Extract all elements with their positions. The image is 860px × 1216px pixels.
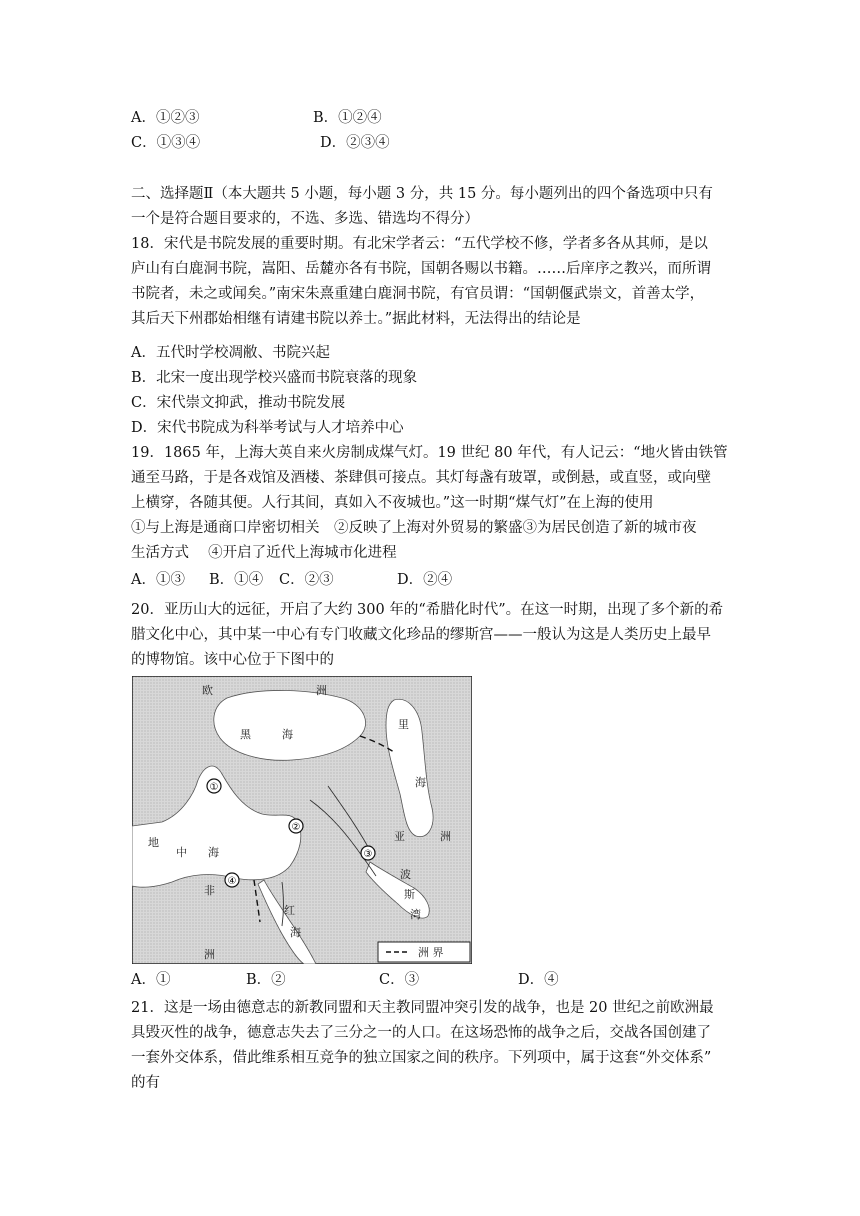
q20-stem-line: 的博物馆。该中心位于下图中的 [131, 652, 334, 668]
map-marker-1 [207, 779, 221, 793]
svg-text:洲 界: 洲 界 [418, 946, 444, 959]
q18-option-c: C．宋代崇文抑武，推动书院发展 [131, 395, 346, 411]
q19-option-d: D．②④ [397, 572, 453, 588]
q19-option-c: C．②③ [279, 572, 334, 588]
map-label-africa: 洲 [204, 948, 215, 961]
map-legend [378, 942, 470, 962]
map-label-europe: 欧 [202, 684, 213, 697]
q21-stem-line: 一套外交体系，借此维系相互竞争的独立国家之间的秩序。下列项中，属于这套“外交体系” [131, 1050, 712, 1066]
q19-option-a: A．①③ [131, 572, 185, 588]
map-label-asia: 亚 [394, 830, 405, 843]
svg-text:③: ③ [363, 849, 373, 860]
q19-stem-line: 通至马路，于是各戏馆及酒楼、茶肆俱可接点。其灯每盏有玻罩，或倒悬，或直竖，或向壁 [131, 470, 711, 486]
q18-stem-line: 18．宋代是书院发展的重要时期。有北宋学者云：“五代学校不修，学者多各从其师，是以 [131, 236, 708, 252]
hellenistic-map [132, 676, 472, 964]
q20-option-c: C．③ [379, 972, 420, 988]
q20-option-b: B．② [246, 972, 286, 988]
q18-stem-line: 庐山有白鹿洞书院，嵩阳、岳麓亦各有书院，国朝各赐以书籍。……后庠序之教兴，而所谓 [131, 261, 711, 277]
q20-option-a: A．① [131, 972, 171, 988]
map-label-asia: 洲 [440, 830, 451, 843]
q19-stem-line: 上横穿，各随其便。人行其间，真如入不夜城也。”这一时期“煤气灯”在上海的使用 [131, 495, 654, 511]
svg-text:①: ① [209, 782, 219, 793]
q20-stem-line: 20．亚历山大的远征，开启了大约 300 年的“希腊化时代”。在这一时期，出现了多个新的希 [131, 602, 724, 618]
map-label-caspian: 里 [398, 718, 409, 731]
section2-header-line1: 二、选择题Ⅱ（本大题共 5 小题，每小题 3 分，共 15 分。每小题列出的四个备选项中只有 [131, 186, 713, 202]
q19-stem-line: 生活方式 ④开启了近代上海城市化进程 [131, 545, 397, 561]
map-label-black-sea: 黑 [240, 728, 251, 741]
map-marker-4 [225, 873, 239, 887]
map-label-red-sea: 海 [290, 926, 301, 939]
map-label-europe: 洲 [316, 684, 327, 697]
map-marker-3 [361, 846, 375, 860]
q17-option-b: B．①②④ [313, 110, 382, 126]
q19-option-b: B．①④ [209, 572, 264, 588]
q18-stem-line: 书院者，未之或闻矣。”南宋朱熹重建白鹿洞书院，有官员谓：“国朝偃武崇文，首善太学， [131, 286, 705, 302]
map-label-mediterranean: 海 [208, 846, 219, 859]
map-label-africa: 非 [204, 884, 215, 897]
q21-stem-line: 具毁灭性的战争，德意志失去了三分之一的人口。在这场恐怖的战争之后，交战各国创建了 [131, 1025, 711, 1041]
map-label-red-sea: 红 [284, 904, 295, 917]
svg-text:④: ④ [227, 876, 237, 887]
map-label-persian-gulf: 湾 [410, 908, 421, 921]
q20-stem-line: 腊文化中心，其中某一中心有专门收藏文化珍品的缪斯宫——一般认为这是人类历史上最早 [131, 627, 711, 643]
q19-stem-line: ①与上海是通商口岸密切相关 ②反映了上海对外贸易的繁盛③为居民创造了新的城市夜 [131, 520, 697, 536]
q21-stem-line: 21．这是一场由德意志的新教同盟和天主教同盟冲突引发的战争，也是 20 世纪之前欧洲最 [131, 1000, 714, 1016]
q17-option-a: A．①②③ [131, 110, 200, 126]
map-label-mediterranean: 中 [176, 846, 187, 859]
map-label-black-sea: 海 [282, 728, 293, 741]
q18-stem-line: 其后天下州郡始相继有请建书院以养士。”据此材料，无法得出的结论是 [131, 311, 581, 327]
q20-option-d: D．④ [518, 972, 559, 988]
svg-text:②: ② [291, 822, 301, 833]
section2-header-line2: 一个是符合题目要求的，不选、多选、错选均不得分） [131, 211, 479, 227]
map-label-caspian: 海 [415, 776, 426, 789]
map-marker-2 [289, 819, 303, 833]
q17-option-c: C．①③④ [131, 135, 201, 151]
map-label-persian-gulf: 波 [400, 868, 411, 881]
q17-option-d: D．②③④ [320, 135, 390, 151]
map-label-mediterranean: 地 [148, 836, 159, 849]
q18-option-d: D．宋代书院成为科举考试与人才培养中心 [131, 420, 404, 436]
q18-option-a: A．五代时学校凋敝、书院兴起 [131, 345, 330, 361]
map-label-persian-gulf: 斯 [404, 888, 415, 901]
q21-stem-line: 的有 [131, 1075, 160, 1091]
q18-option-b: B．北宋一度出现学校兴盛而书院衰落的现象 [131, 370, 418, 386]
q19-stem-line: 19．1865 年，上海大英自来火房制成煤气灯。19 世纪 80 年代，有人记云：“地火皆由铁管 [131, 445, 728, 461]
